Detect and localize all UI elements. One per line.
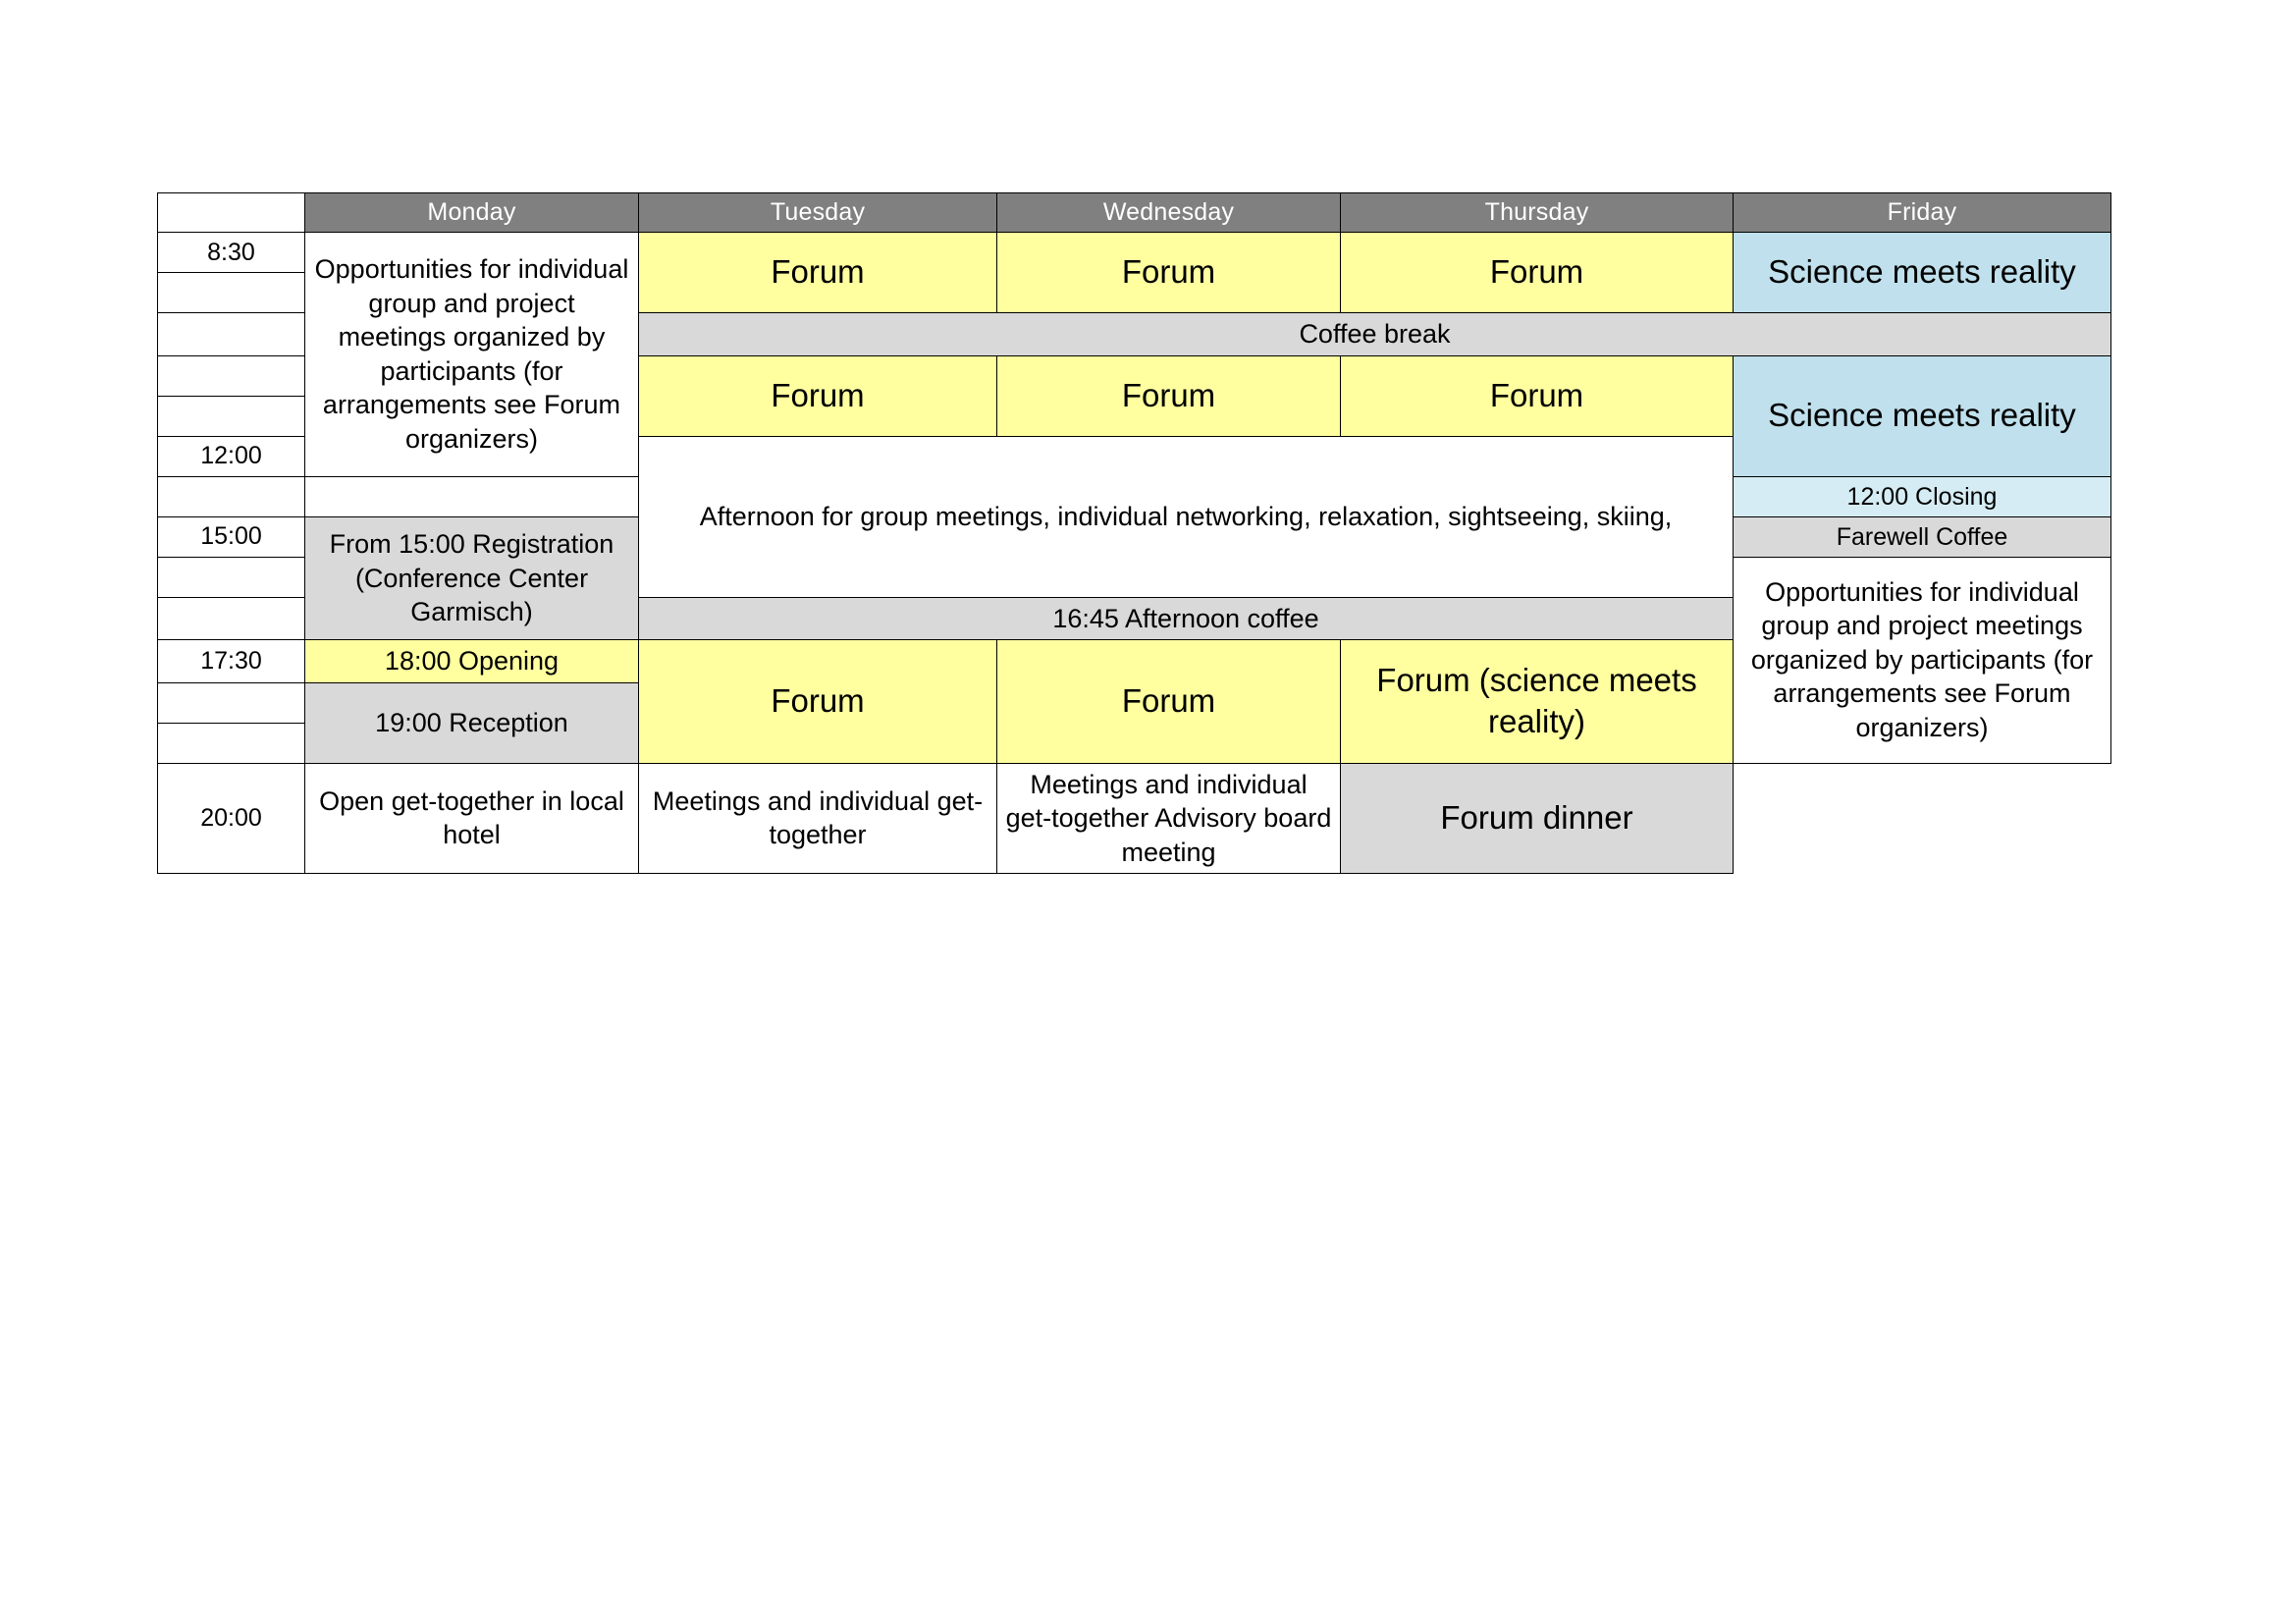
cell-tuesday-forum-1-text: Forum <box>771 253 865 291</box>
cell-wednesday-forum-3 <box>997 640 1341 764</box>
header-friday: Friday <box>1734 193 2111 233</box>
cell-tuesday-meetings <box>639 763 997 874</box>
table-row <box>158 763 2111 874</box>
cell-friday-opportunities-text: Opportunities for individual group and project meetings organized by participants (for arrangements see Forum organizers) <box>1750 576 2094 742</box>
cell-afternoon-free-text: Afternoon for group meetings, individual networking, relaxation, sightseeing, skiing, <box>699 501 1673 531</box>
cell-wednesday-forum-3-text: Forum <box>1121 682 1216 720</box>
time-label-blank-1 <box>158 273 305 313</box>
cell-monday-get-together-text: Open get-together in local hotel <box>319 785 624 850</box>
time-label-blank-7 <box>158 597 305 640</box>
cell-coffee-break-text: Coffee break <box>1299 319 1451 349</box>
time-label-1730: 17:30 <box>158 640 305 683</box>
cell-friday-science-1-text: Science meets reality <box>1768 253 2076 291</box>
header-tuesday: Tuesday <box>639 193 997 233</box>
cell-tuesday-forum-2 <box>639 355 997 436</box>
cell-friday-science-2-text: Science meets reality <box>1768 397 2076 434</box>
cell-wednesday-forum-1 <box>997 233 1341 313</box>
cell-tuesday-forum-2-text: Forum <box>771 376 865 413</box>
cell-afternoon-free <box>639 436 1734 597</box>
header-thursday: Thursday <box>1341 193 1734 233</box>
cell-friday-science-2 <box>1734 355 2111 476</box>
cell-coffee-break <box>639 313 2111 356</box>
cell-friday-closing-text: 12:00 Closing <box>1846 482 1998 511</box>
cell-afternoon-coffee <box>639 597 1734 640</box>
cell-friday-science-1 <box>1734 233 2111 313</box>
time-label-blank-6 <box>158 557 305 597</box>
cell-wednesday-forum-2-text: Forum <box>1121 376 1216 413</box>
cell-monday-opening-text: 18:00 Opening <box>384 646 560 677</box>
schedule-container <box>157 192 2110 874</box>
cell-thursday-forum-2-text: Forum <box>1489 376 1584 413</box>
conference-schedule-table <box>157 192 2111 874</box>
time-label-1200: 12:00 <box>158 436 305 476</box>
cell-thursday-forum-1 <box>1341 233 1734 313</box>
time-label-blank-8 <box>158 682 305 723</box>
cell-thursday-forum-1-text: Forum <box>1489 253 1584 291</box>
time-label-blank-4 <box>158 396 305 436</box>
cell-monday-morning-text: Opportunities for individual group and project meetings organized by participants (for arrangements see Forum organizers) <box>314 254 629 454</box>
table-header-row <box>158 193 2111 233</box>
time-label-2000: 20:00 <box>158 763 305 874</box>
cell-thursday-dinner-text: Forum dinner <box>1440 799 1633 837</box>
cell-wednesday-meetings-text: Meetings and individual get-together Advisory board meeting <box>1005 769 1332 867</box>
time-label-1500: 15:00 <box>158 516 305 557</box>
cell-wednesday-forum-2 <box>997 355 1341 436</box>
cell-monday-registration <box>305 516 639 640</box>
cell-wednesday-meetings <box>997 763 1341 874</box>
cell-friday-closing <box>1734 476 2111 516</box>
time-label-blank-9 <box>158 723 305 763</box>
table-row <box>158 233 2111 273</box>
cell-thursday-forum-2 <box>1341 355 1734 436</box>
cell-friday-farewell-coffee-text: Farewell Coffee <box>1836 522 2008 551</box>
time-label-0830: 8:30 <box>158 233 305 273</box>
cell-tuesday-meetings-text: Meetings and individual get-together <box>652 785 984 850</box>
cell-monday-reception <box>305 682 639 763</box>
cell-monday-morning <box>305 233 639 477</box>
cell-monday-reception-text: 19:00 Reception <box>375 707 568 737</box>
cell-thursday-forum-3 <box>1341 640 1734 764</box>
cell-thursday-dinner <box>1341 763 1734 874</box>
cell-friday-farewell-coffee <box>1734 516 2111 557</box>
cell-tuesday-forum-1 <box>639 233 997 313</box>
cell-tuesday-forum-3-text: Forum <box>771 682 865 720</box>
cell-thursday-forum-3-text: Forum (science meets reality) <box>1376 662 1697 740</box>
header-monday: Monday <box>305 193 639 233</box>
cell-tuesday-forum-3 <box>639 640 997 764</box>
cell-afternoon-coffee-text: 16:45 Afternoon coffee <box>1052 603 1319 633</box>
cell-monday-registration-text: From 15:00 Registration (Conference Center Garmisch) <box>329 529 614 627</box>
cell-wednesday-forum-1-text: Forum <box>1121 253 1216 291</box>
cell-monday-blank <box>305 476 639 516</box>
time-label-blank-5 <box>158 476 305 516</box>
cell-monday-opening <box>305 640 639 683</box>
time-label-blank-2 <box>158 313 305 356</box>
cell-friday-opportunities <box>1734 557 2111 763</box>
header-time-blank <box>158 193 305 233</box>
cell-monday-get-together <box>305 763 639 874</box>
header-wednesday: Wednesday <box>997 193 1341 233</box>
time-label-blank-3 <box>158 355 305 396</box>
